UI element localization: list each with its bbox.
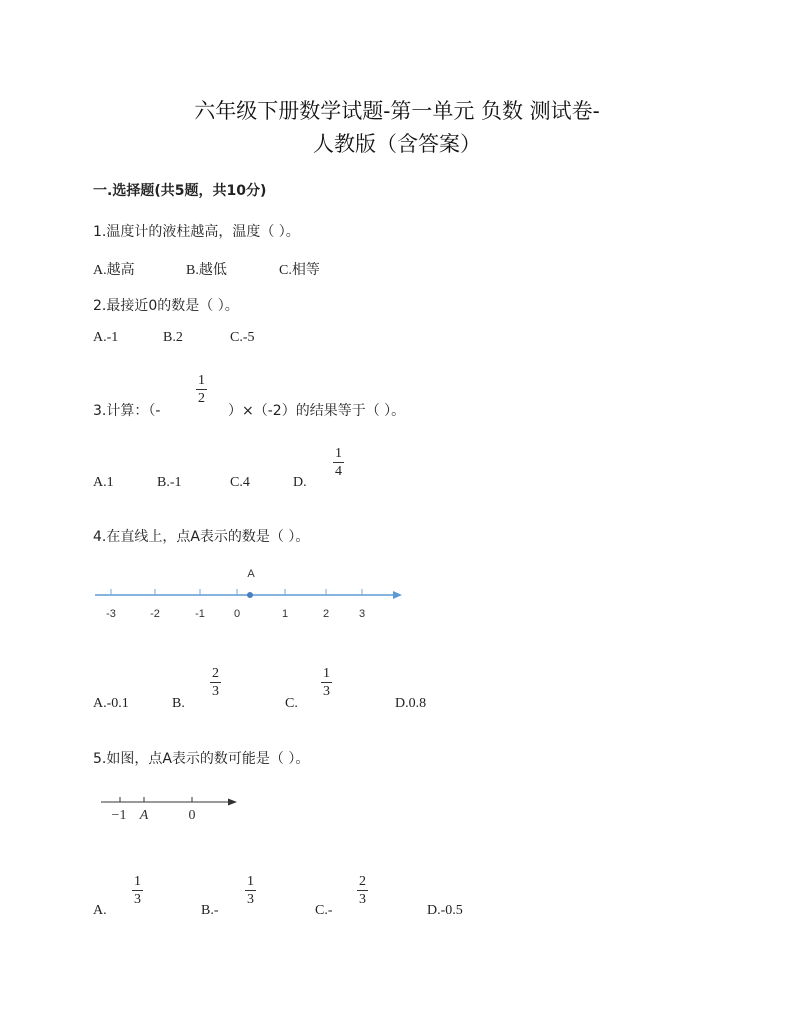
q3-option-d-denominator: 4	[335, 464, 342, 479]
q4-number-line	[90, 560, 410, 630]
tick-label: -1	[195, 608, 205, 620]
q4-option-b-numerator: 2	[212, 666, 219, 681]
q2-option-a: A.-1	[93, 330, 119, 345]
q3-option-b: B.-1	[157, 475, 182, 490]
q5-option-c-denominator: 3	[359, 892, 366, 907]
question-3-stem-end: ）×（-2）的结果等于（ ）。	[228, 403, 406, 419]
q5-option-b-fraction	[245, 874, 256, 907]
fraction-bar	[333, 462, 344, 463]
tick-label: -2	[150, 608, 160, 620]
question-1-stem: 1.温度计的液柱越高，温度（ ）。	[93, 224, 300, 240]
q5-option-c-numerator: 2	[359, 874, 366, 889]
q4-option-c-numerator: 1	[323, 666, 330, 681]
question-4-stem: 4.在直线上，点A表示的数是（ ）。	[93, 529, 310, 545]
q4-option-a: A.-0.1	[93, 696, 129, 711]
q5-option-a-denominator: 3	[134, 892, 141, 907]
fraction-bar	[245, 890, 256, 891]
tick-label: 2	[322, 608, 330, 620]
q3-option-c: C.4	[230, 475, 250, 490]
q1-option-c: C.相等	[279, 263, 320, 278]
fraction-bar	[132, 890, 143, 891]
q2-option-c: C.-5	[230, 330, 255, 345]
q1-option-a: A.越高	[93, 263, 135, 278]
tick-label: 0	[233, 608, 241, 620]
q5-option-d: D.-0.5	[427, 903, 463, 918]
q3-fraction-numerator: 1	[198, 373, 205, 388]
question-3-stem-start: 3.计算：（-	[93, 403, 161, 419]
q4-option-d: D.0.8	[395, 696, 427, 711]
label-point-a: A	[139, 808, 149, 823]
q5-option-c: C.-	[315, 903, 333, 918]
q5-option-a: A.	[93, 903, 107, 918]
q5-option-a-numerator: 1	[134, 874, 141, 889]
q3-fraction-denominator: 2	[198, 391, 205, 406]
q4-option-c: C.	[285, 696, 298, 711]
fraction-bar	[321, 682, 332, 683]
point-a-dot	[247, 592, 253, 598]
label-minus-one: −1	[111, 808, 127, 823]
q5-number-line	[98, 790, 243, 826]
q3-option-d: D.	[293, 475, 307, 490]
q3-option-a: A.1	[93, 475, 114, 490]
q5-option-b-numerator: 1	[247, 874, 254, 889]
q2-option-b: B.2	[163, 330, 183, 345]
question-2-stem: 2.最接近0的数是（ ）。	[93, 298, 239, 314]
q5-option-b: B.-	[201, 903, 219, 918]
tick-label: 1	[281, 608, 289, 620]
q4-option-b-denominator: 3	[212, 684, 219, 699]
title-line-2: 人教版（含答案）	[313, 132, 481, 156]
q4-option-c-denominator: 3	[323, 684, 330, 699]
question-5-stem: 5.如图，点A表示的数可能是（ ）。	[93, 751, 310, 767]
fraction-bar	[357, 890, 368, 891]
axis-arrow	[393, 591, 402, 599]
point-a-label: A	[247, 568, 255, 580]
title-line-1: 六年级下册数学试题-第一单元 负数 测试卷-	[194, 99, 600, 123]
q5-option-a-fraction	[132, 874, 143, 907]
fraction-bar	[196, 389, 207, 390]
q4-option-b-fraction	[210, 666, 221, 699]
q3-option-d-numerator: 1	[335, 446, 342, 461]
tick-label: 3	[358, 608, 366, 620]
q5-option-c-fraction	[357, 874, 368, 907]
label-zero: 0	[188, 808, 196, 823]
fraction-bar	[210, 682, 221, 683]
section-heading: 一.选择题(共5题，共10分)	[93, 183, 267, 199]
q4-option-b: B.	[172, 696, 185, 711]
q3-fraction	[196, 373, 207, 406]
q3-option-d-fraction	[333, 446, 344, 479]
q4-option-c-fraction	[321, 666, 332, 699]
axis-arrow	[228, 799, 237, 806]
q5-option-b-denominator: 3	[247, 892, 254, 907]
q1-option-b: B.越低	[186, 263, 227, 278]
tick-label: -3	[106, 608, 116, 620]
